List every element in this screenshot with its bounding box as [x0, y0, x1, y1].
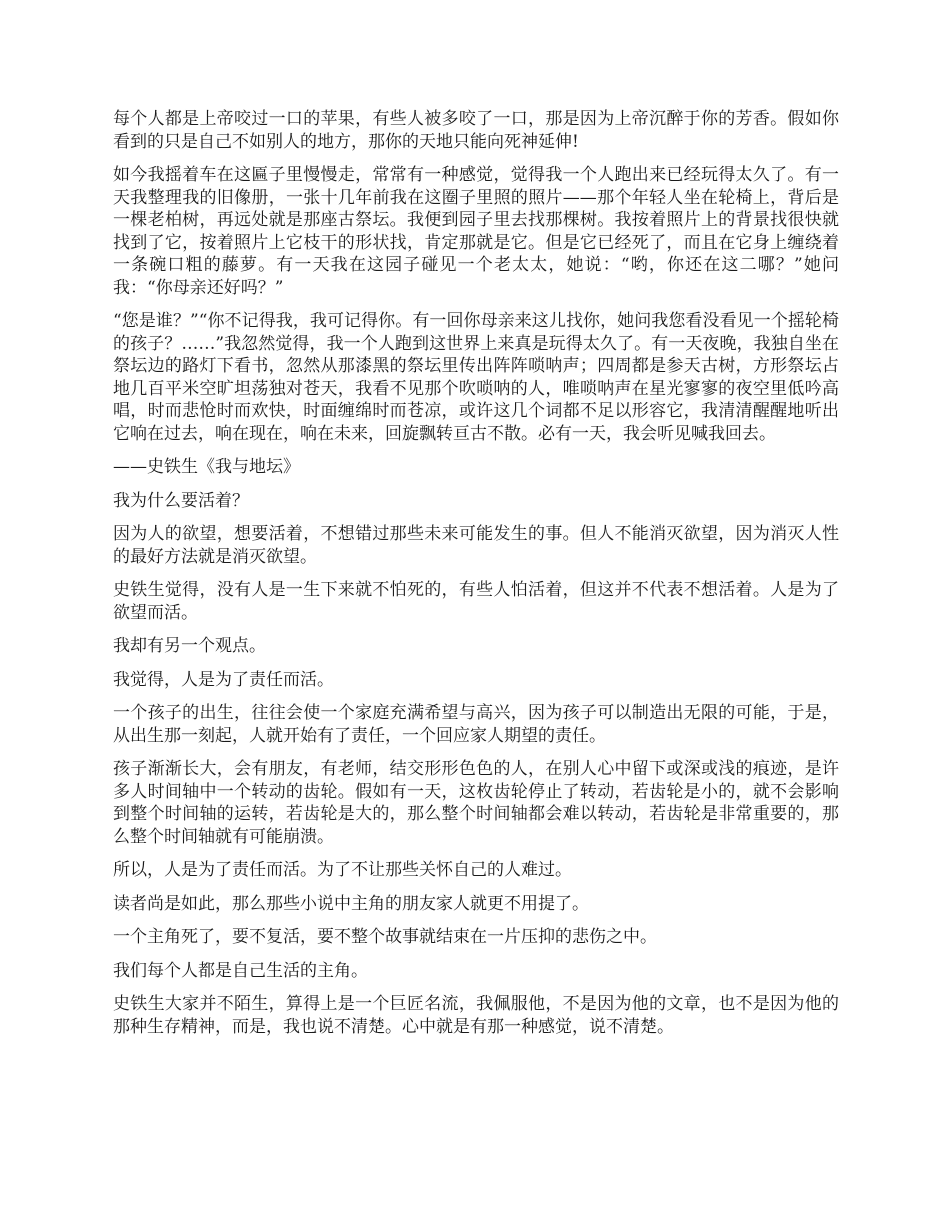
paragraph: 史铁生觉得，没有人是一生下来就不怕死的，有些人怕活着，但这并不代表不想活着。人是为了欲望而活。 — [113, 580, 839, 623]
paragraph: 我却有另一个观点。 — [113, 636, 266, 656]
paragraph: 因为人的欲望，想要活着，不想错过那些未来可能发生的事。但人不能消灭欲望，因为消灭人性的最好方法就是消灭欲望。 — [113, 524, 839, 567]
paragraph: 我为什么要活着？ — [113, 490, 249, 511]
paragraph: 如今我摇着车在这匾子里慢慢走，常常有一种感觉，觉得我一个人跑出来已经玩得太久了。有一天我整理我的旧像册，一张十几年前我在这圈子里照的照片——那个年轻人坐在轮椅上，背后是一棵老柏树，再远处就是那座古祭坛。我便到园子里去找那棵树。我按着照片上的背景找很快就找到了它，按着照片上它枝干的形状找，肯定那就是它。但是它已经死了，而且在它身上缠绕着一条碗口粗的藤萝。有一天我在这园子碰见一个老太太，她说：“哟，你还在这二哪？”她问我：“你母亲还好吗？” — [113, 165, 839, 298]
paragraph: 读者尚是如此，那么那些小说中主角的朋友家人就更不用提了。 — [113, 893, 589, 914]
paragraph: 我觉得，人是为了责任而活。 — [113, 669, 334, 690]
attribution: ——史铁生《我与地坛》 — [113, 457, 300, 477]
paragraph: 每个人都是上帝咬过一口的苹果，有些人被多咬了一口，那是因为上帝沉醉于你的芳香。假如你看到的只是自己不如别人的地方，那你的天地只能向死神延伸! — [113, 109, 839, 152]
paragraph: 一个主角死了，要不复活，要不整个故事就结束在一片压抑的悲伤之中。 — [113, 927, 657, 947]
paragraph: 孩子渐渐长大，会有朋友，有老师，结交形形色色的人，在别人心中留下或深或浅的痕迹，是许多人时间轴中一个转动的齿轮。假如有一天，这枚齿轮停止了转动，若齿轮是小的，就不会影响到整个时间轴的运转，若齿轮是大的，那么整个时间轴都会难以转动，若齿轮是非常重要的，那么整个时间轴就有可能崩溃。 — [113, 759, 839, 847]
paragraph: 我们每个人都是自己生活的主角。 — [113, 960, 368, 981]
paragraph: 一个孩子的出生，往往会使一个家庭充满希望与高兴，因为孩子可以制造出无限的可能，于是，从出生那一刻起，人就开始有了责任，一个回应家人期望的责任。 — [113, 703, 839, 746]
paragraph: 所以，人是为了责任而活。为了不让那些关怀自己的人难过。 — [113, 860, 572, 880]
document-body — [113, 108, 839, 1049]
paragraph: 史铁生大家并不陌生，算得上是一个巨匠名流，我佩服他，不是因为他的文章，也不是因为他的那种生存精神，而是，我也说不清楚。心中就是有那一种感觉，说不清楚。 — [113, 994, 839, 1037]
paragraph: “您是谁？”“你不记得我，我可记得你。有一回你母亲来这儿找你，她问我您看没看见一个摇轮椅的孩子？……”我忽然觉得，我一个人跑到这世界上来真是玩得太久了。有一天夜晚，我独自坐在祭坛边的路灯下看书，忽然从那漆黑的祭坛里传出阵阵唢呐声；四周都是参天古树，方形祭坛占地几百平米空旷坦荡独对苍天，我看不见那个吹唢呐的人，唯唢呐声在星光寥寥的夜空里低吟高唱，时而悲怆时而欢快，时面缠绵时而苍凉，或许这几个词都不足以形容它，我清清醒醒地听出它响在过去，响在现在，响在未来，回旋飘转亘古不散。必有一天，我会听见喊我回去。 — [113, 311, 839, 444]
